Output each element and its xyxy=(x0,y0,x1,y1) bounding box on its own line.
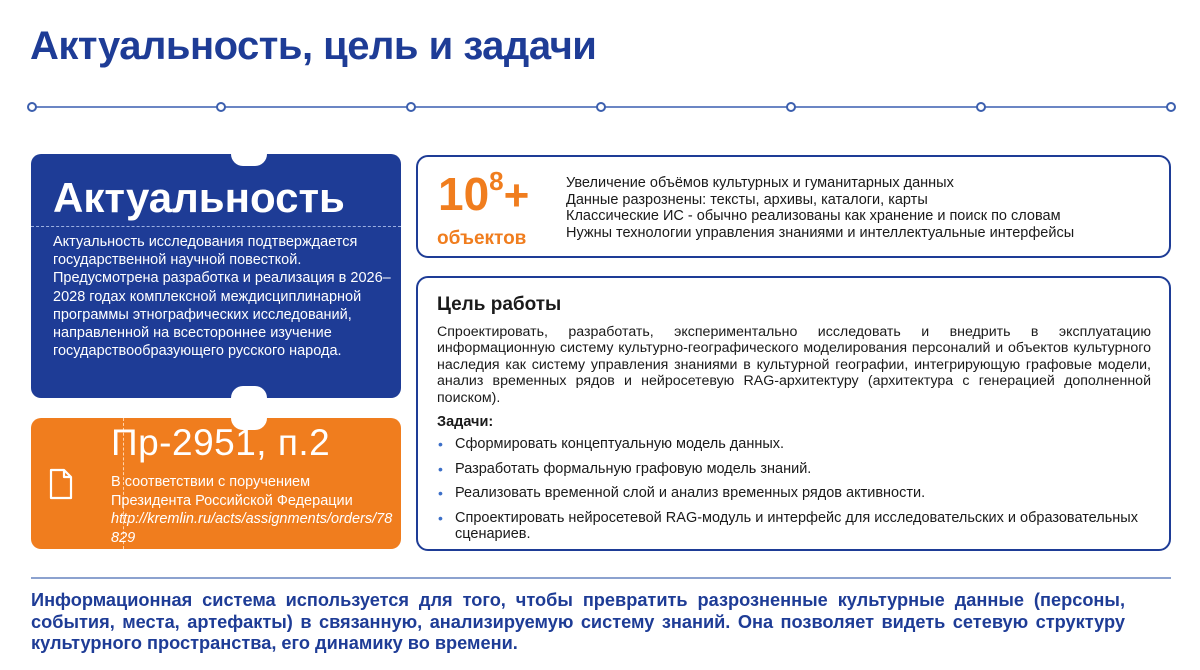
relevance-title: Актуальность xyxy=(53,174,345,221)
order-description xyxy=(111,473,396,547)
order-link[interactable]: http://kremlin.ru/acts/assignments/orders/78829 xyxy=(111,511,393,546)
stats-card xyxy=(416,155,1171,258)
relevance-card xyxy=(31,154,401,398)
order-code: Пр-2951, п.2 xyxy=(111,422,331,463)
card-notch xyxy=(231,154,267,166)
footer-divider xyxy=(31,577,1171,579)
goal-title: Цель работы xyxy=(437,294,562,315)
stat-base: 10 xyxy=(438,168,490,220)
task-item: • Реализовать временной слой и анализ временных рядов активности. xyxy=(437,485,1151,502)
timeline-dot xyxy=(976,102,986,112)
stat-plus: + xyxy=(503,171,530,220)
tasks-title: Задачи: xyxy=(437,414,494,430)
document-icon xyxy=(48,468,74,500)
timeline-dot xyxy=(27,102,37,112)
stat-item: Увеличение объёмов культурных и гуманитарных данных xyxy=(566,175,954,191)
footer-summary: Информационная система используется для того, чтобы превратить разрозненные культурные данные (персоны, события, места, артефакты) в связанную, анализируемую систему знаний. Она позволяет видеть сетевую структуру культурного пространства, его динамику во времени. xyxy=(31,590,1125,653)
timeline-dot xyxy=(406,102,416,112)
timeline-dot xyxy=(216,102,226,112)
order-card xyxy=(31,418,401,549)
timeline-dot xyxy=(596,102,606,112)
timeline-dot xyxy=(786,102,796,112)
order-line-2: Президента Российской Федерации xyxy=(111,492,353,509)
page-title: Актуальность, цель и задачи xyxy=(30,24,597,68)
goal-card xyxy=(416,276,1171,551)
stat-list xyxy=(566,175,1074,241)
stat-unit: объектов xyxy=(437,228,527,249)
stat-item: Нужны технологии управления знаниями и интеллектуальные интерфейсы xyxy=(566,224,1075,241)
task-item: • Разработать формальную графовую модель знаний. xyxy=(437,461,1151,478)
stat-number xyxy=(438,166,530,220)
stat-item: Данные разрознены: тексты, архивы, каталоги, карты xyxy=(566,191,928,208)
stat-exponent: 8 xyxy=(489,166,504,196)
task-item: • Сформировать концептуальную модель данных. xyxy=(437,436,1151,453)
goal-text: Спроектировать, разработать, экспериментально исследовать и внедрить в эксплуатацию информационную систему культурно-географического моделирования персоналий и объектов культурного наследия как систему управления знаниями в культурной географии, интегрирующую графовые модели, анализ временных рядов и нейросетевую RAG-архитектуру (архитектура с генерацией дополненной поиском). xyxy=(437,324,1151,406)
relevance-text: Актуальность исследования подтверждается государственной научной повесткой. Предусмотрена разработка и реализация в 2026–2028 годах комплексной междисциплинарной программы этнографических исследований, направленной на всестороннее изучение государствообразующего русского народа. xyxy=(53,234,391,360)
timeline-dot xyxy=(1166,102,1176,112)
card-notch xyxy=(231,386,267,398)
dashed-divider xyxy=(31,226,401,227)
order-line-1: В соответствии с поручением xyxy=(111,474,311,490)
task-item: • Спроектировать нейросетевой RAG-модуль и интерфейс для исследовательских и образовательных сценариев. xyxy=(437,510,1151,543)
timeline-decoration xyxy=(30,100,1176,114)
tasks-list xyxy=(437,436,1151,551)
stat-item: Классические ИС - обычно реализованы как хранение и поиск по словам xyxy=(566,208,1061,224)
